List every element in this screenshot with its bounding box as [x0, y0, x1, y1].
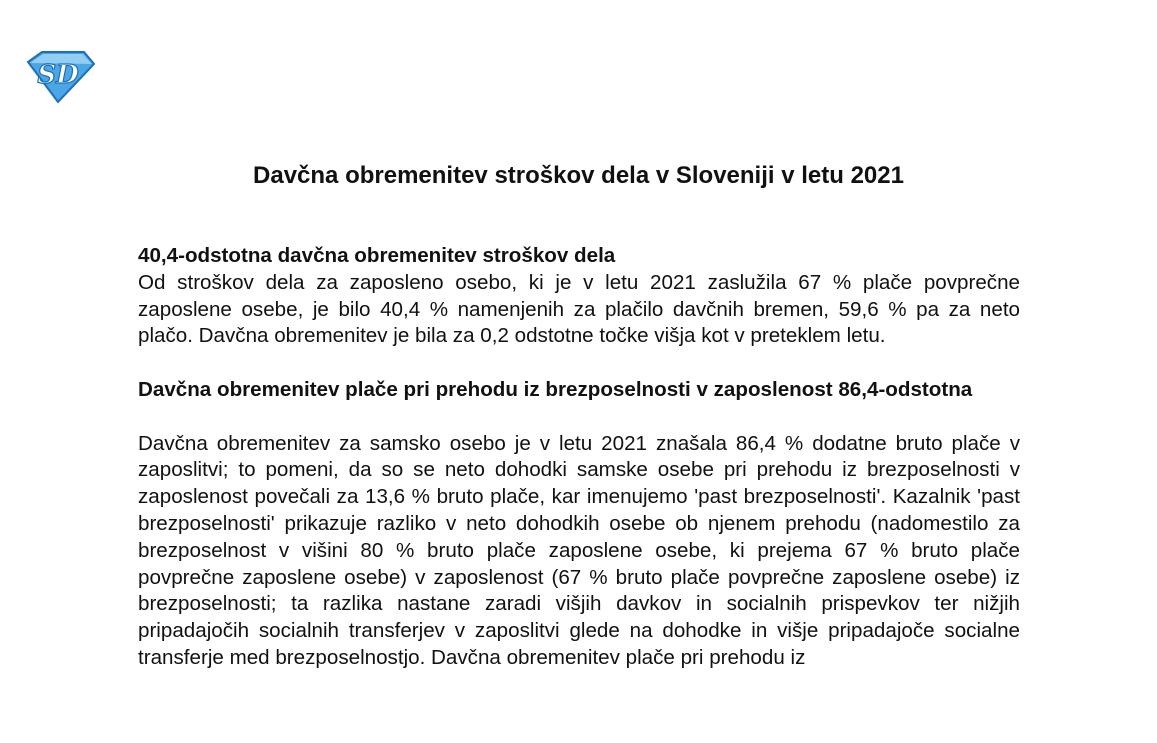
section-paragraph: Od stroškov dela za zaposleno osebo, ki je v letu 2021 zaslužila 67 % plače povprečne zaposlene osebe, je bilo 40,4 % namenjenih za plačilo davčnih bremen, 59,6 % pa za neto plačo. Davčna obremenitev je bila za 0,2 odstotne točke višja kot v preteklem letu. — [138, 270, 1020, 348]
section-2 — [138, 377, 1020, 672]
section-heading: 40,4-odstotna davčna obremenitev stroškov dela — [138, 244, 616, 267]
logo-letters: SD — [37, 60, 79, 90]
section-gap — [138, 350, 1020, 377]
paragraph-gap — [138, 404, 1020, 431]
document-body — [138, 243, 1020, 672]
section-1 — [138, 243, 1020, 350]
sd-logo — [22, 48, 96, 104]
section-paragraph: Davčna obremenitev za samsko osebo je v letu 2021 znašala 86,4 % dodatne bruto plače v zaposlitvi; to pomeni, da so se neto dohodki samske osebe pri prehodu iz brezposelnosti v zaposlenost povečali za 13,6 % bruto plače, kar imenujemo 'past brezposelnosti'. Kazalnik 'past brezposelnosti' prikazuje razliko v neto dohodkih osebe ob njenem prehodu (nadomestilo za brezposelnost v višini 80 % bruto plače zaposlene osebe, ki prejema 67 % bruto plače povprečne zaposlene osebe) v zaposlenost (67 % bruto plače povprečne zaposlene osebe) iz brezposelnosti; ta razlika nastane zaradi višjih davkov in socialnih prispevkov ter nižjih pripadajočih socialnih transferjev v zaposlitvi glede na dohodke in višje pripadajoče socialne transferje med brezposelnostjo. Davčna obremenitev plače pri prehodu iz — [138, 431, 1020, 669]
section-heading: Davčna obremenitev plače pri prehodu iz brezposelnosti v zaposlenost 86,4-odstotna — [138, 377, 973, 401]
document-title: Davčna obremenitev stroškov dela v Sloveniji v letu 2021 — [253, 162, 904, 189]
diamond-shield-icon — [22, 48, 96, 104]
